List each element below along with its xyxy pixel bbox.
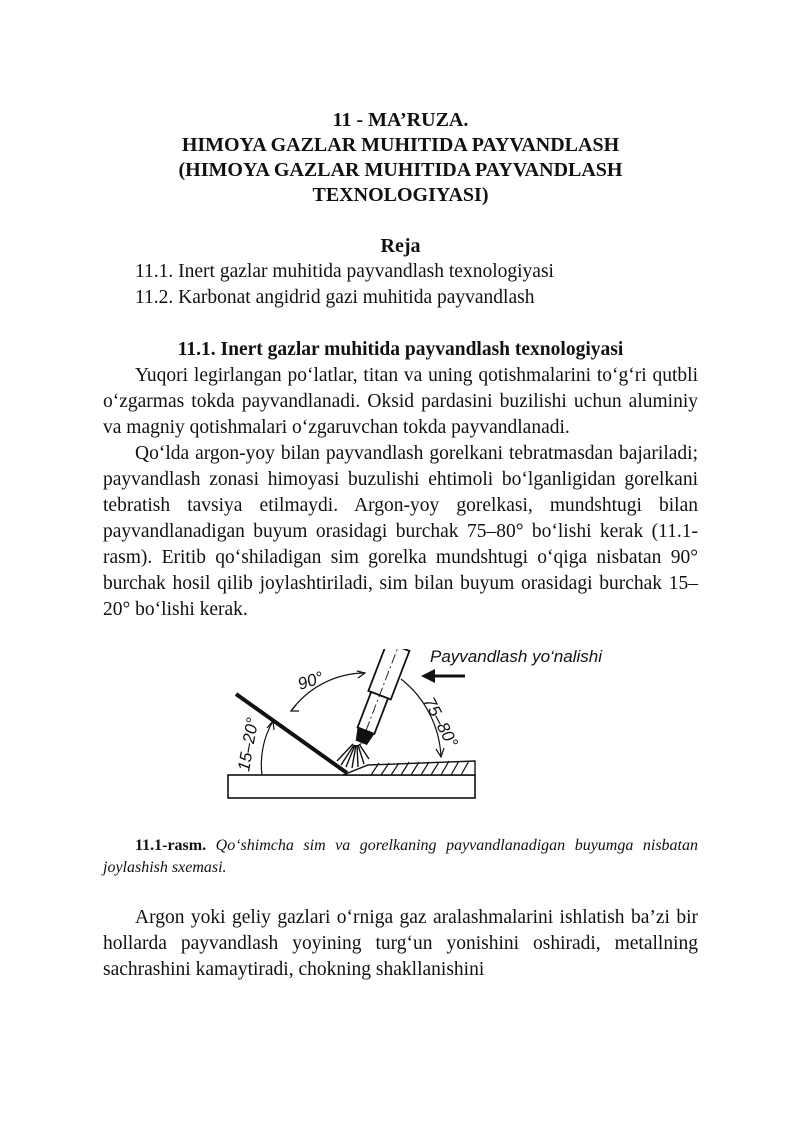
angle-arc-15-20 [261, 721, 273, 775]
lecture-title [103, 108, 698, 208]
torch-handle [368, 649, 409, 699]
lecture-page [103, 108, 698, 983]
angle-label-75-80: 75–80° [419, 693, 462, 751]
body-paragraph: Qo‘lda argon-yoy bilan payvandlash gorelkani tebratmasdan bajariladi; payvandlash zonasi himoyasi buzulishi ehtimoli bo‘lganligidan gorelkani tebratish tavsiya etilmaydi. Argon-yoy gorelkasi, mundshtugi bilan payvandlanadigan buyum orasidagi burchak 75–80° bo‘lishi kerak (11.1-rasm). Eritib qo‘shiladigan sim gorelka mundshtugi o‘qiga nisbatan 90° burchak hosil qilib joylashtiriladi, sim bilan buyum orasidagi burchak 15–20° bo‘lishi kerak. [103, 443, 698, 620]
angle-label-90: 90° [295, 667, 326, 694]
arrowhead [291, 705, 299, 711]
plan-item: 11.1. Inert gazlar muhitida payvandlash texnologiyasi [135, 261, 554, 282]
welding-diagram [103, 649, 698, 829]
arc-sparks [337, 744, 369, 768]
title-line-3: (HIMOYA GAZLAR MUHITIDA PAYVANDLASH [178, 159, 623, 181]
workpiece-plate [228, 775, 475, 798]
torch [349, 649, 413, 749]
body-paragraph: Yuqori legirlangan po‘latlar, titan va uning qotishmalarini to‘g‘ri qutbli o‘zgarmas tokda payvandlanadi. Oksid pardasini buzilishi uchun aluminiy va magniy qotishmalari o‘zgaruvchan tokda payvandlanadi. [103, 365, 698, 438]
plan-heading: Reja [380, 235, 421, 257]
section-heading: 11.1. Inert gazlar muhitida payvandlash texnologiyasi [177, 339, 624, 360]
title-line-1: 11 - MA’RUZA. [332, 109, 469, 131]
welding-diagram-svg [103, 649, 698, 829]
direction-arrowhead [421, 669, 435, 683]
angle-label-15-20: 15–20° [234, 716, 263, 773]
caption-number: 11.1-rasm. [135, 837, 207, 854]
title-line-2: HIMOYA GAZLAR MUHITIDA PAYVANDLASH [181, 134, 620, 156]
title-line-4: TEXNOLOGIYASI) [312, 184, 489, 206]
body-paragraph: Argon yoki geliy gazlari o‘rniga gaz aralashmalarini ishlatish ba’zi bir hollarda payvandlash yoyining turg‘un yonishini oshiradi, metallning sachrashini kamaytiradi, chokning shakllanishini [103, 907, 698, 980]
figure-caption [103, 835, 698, 879]
direction-label: Payvandlash yo‘nalishi [430, 649, 602, 666]
plan-item: 11.2. Karbonat angidrid gazi muhitida payvandlash [135, 287, 535, 308]
arrowhead [357, 671, 365, 678]
plan-list [103, 259, 698, 311]
caption-text: Qo‘shimcha sim va gorelkaning payvandlanadigan buyumga nisbatan joylashish sxemasi. [103, 837, 699, 876]
